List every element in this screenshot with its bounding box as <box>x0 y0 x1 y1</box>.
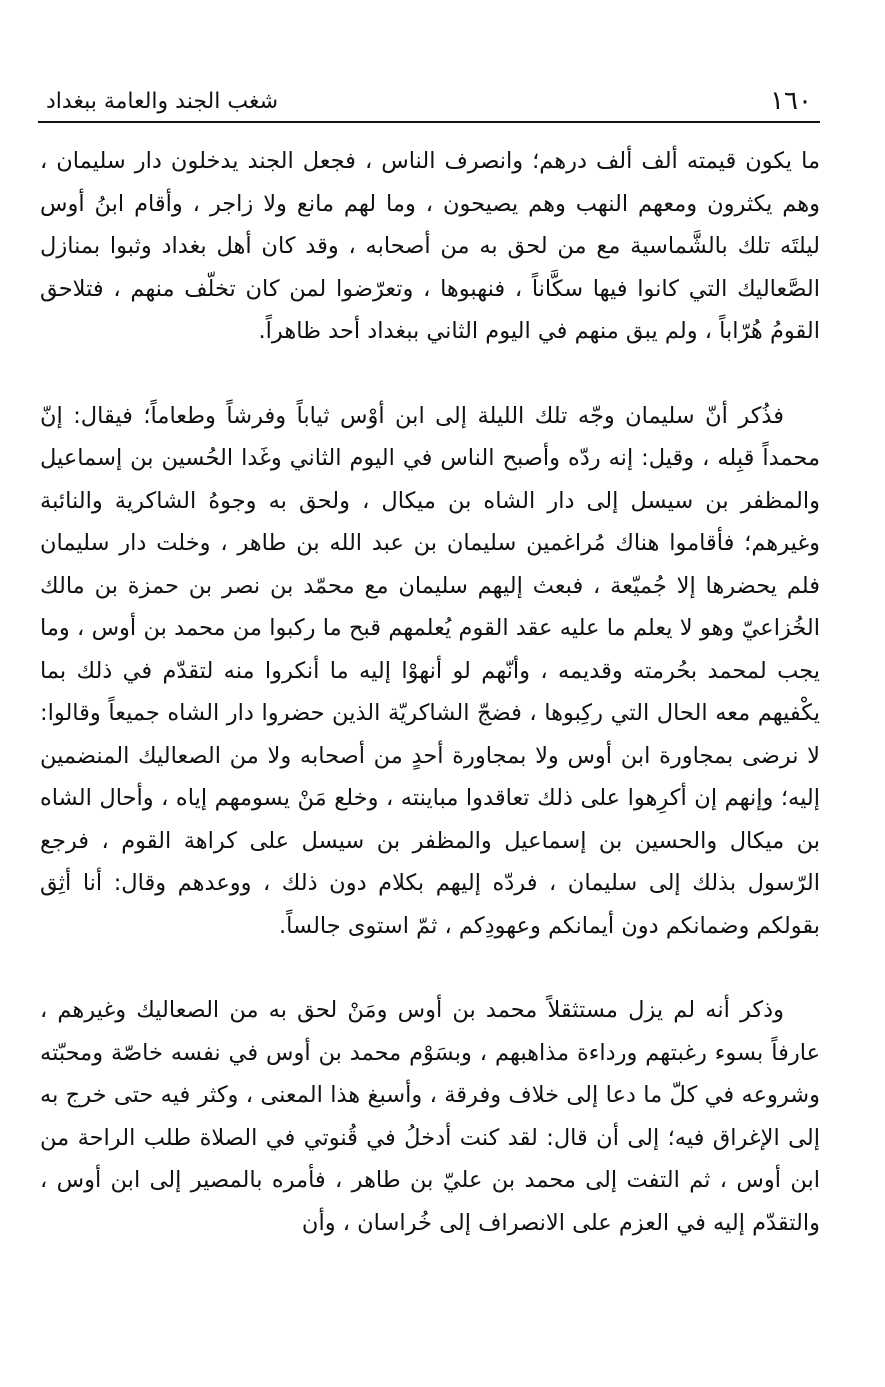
paragraph-3: وذكر أنه لم يزل مستثقلاً محمد بن أوس ومَنْ لحق به من الصعاليك وغيرهم ، عارفاً بسوء رغبتهم ورداءة مذاهبهم ، وبسَوْم محمد بن أوس في نفسه خاصّة ومحبّته وشروعه في كلّ ما دعا إلى خلاف وفرقة ، وأسبغ هذا المعنى ، وكثر فيه حتى خرج به إلى الإغراق فيه؛ إلى أن قال: لقد كنت أدخلُ في قُنوتي في الصلاة طلب الراحة من ابن أوس ، ثم التفت إلى محمد بن عليّ بن طاهر ، فأمره بالمصير إلى ابن أوس ، والتقدّم إليه في العزم على الانصراف إلى خُراسان ، وأن <box>40 997 820 1236</box>
body-text <box>40 140 820 1244</box>
page-number: ١٦٠ <box>770 86 812 116</box>
header-rule <box>38 121 820 123</box>
page-header <box>40 85 818 121</box>
paragraph-2: فذُكر أنّ سليمان وجّه تلك الليلة إلى ابن أوْس ثياباً وفرشاً وطعاماً؛ فيقال: إنّ محمداً قبِله ، وقيل: إنه ردّه وأصبح الناس في اليوم الثاني وغَدا الحُسين بن إسماعيل والمظفر بن سيسل إلى دار الشاه بن ميكال ، ولحق به وجوهُ الشاكرية والنائبة وغيرهم؛ فأقاموا هناك مُراغمين سليمان بن عبد الله بن طاهر ، وخلت دار سليمان فلم يحضرها إلا جُميّعة ، فبعث إليهم سليمان مع محمّد بن نصر بن حمزة بن مالك الخُزاعيّ وهو لا يعلم ما عليه عقد القوم يُعلمهم قبح ما ركبوا من محمد بن أوس ، وما يجب لمحمد بحُرمته وقديمه ، وأنّهم لو أنهوْا إليه ما أنكروا منه لتقدّم في ذلك بما يكْفيهم معه الحال التي ركِبوها ، فضجّ الشاكريّة الذين حضروا دار الشاه جميعاً وقالوا: لا نرضى بمجاورة ابن أوس ولا بمجاورة أحدٍ من أصحابه ولا من الصعاليك المنضمين إليه؛ وإنهم إن أكرِهوا على ذلك تعاقدوا مباينته ، وخلع مَنْ يسومهم إياه ، وأحال الشاه بن ميكال والحسين بن إسماعيل والمظفر بن سيسل على كراهة القوم ، فرجع الرّسول بذلك إلى سليمان ، فردّه إليهم بكلام دون ذلك ، ووعدهم وقال: أنا أثِق بقولكم وضمانكم دون أيمانكم وعهودِكم ، ثمّ استوى جالساً. <box>40 402 820 939</box>
running-title: شغب الجند والعامة ببغداد <box>46 89 278 114</box>
paragraph-1: ما يكون قيمته ألف ألف درهم؛ وانصرف الناس ، فجعل الجند يدخلون دار سليمان ، وهم يكثرون ومعهم النهب وهم يصيحون ، وما لهم مانع ولا زاجر ، وأقام ابنُ أوس ليلتَه تلك بالشَّماسية مع من لحق به من أصحابه ، وقد كان أهل بغداد وثبوا بمنازل الصَّعاليك التي كانوا فيها سكَّاناً ، فنهبوها ، وتعرّضوا لمن كان تخلّف منهم ، فتلاحق القومُ هُرّاباً ، ولم يبق منهم في اليوم الثاني ببغداد أحد ظاهراً. <box>40 148 820 344</box>
